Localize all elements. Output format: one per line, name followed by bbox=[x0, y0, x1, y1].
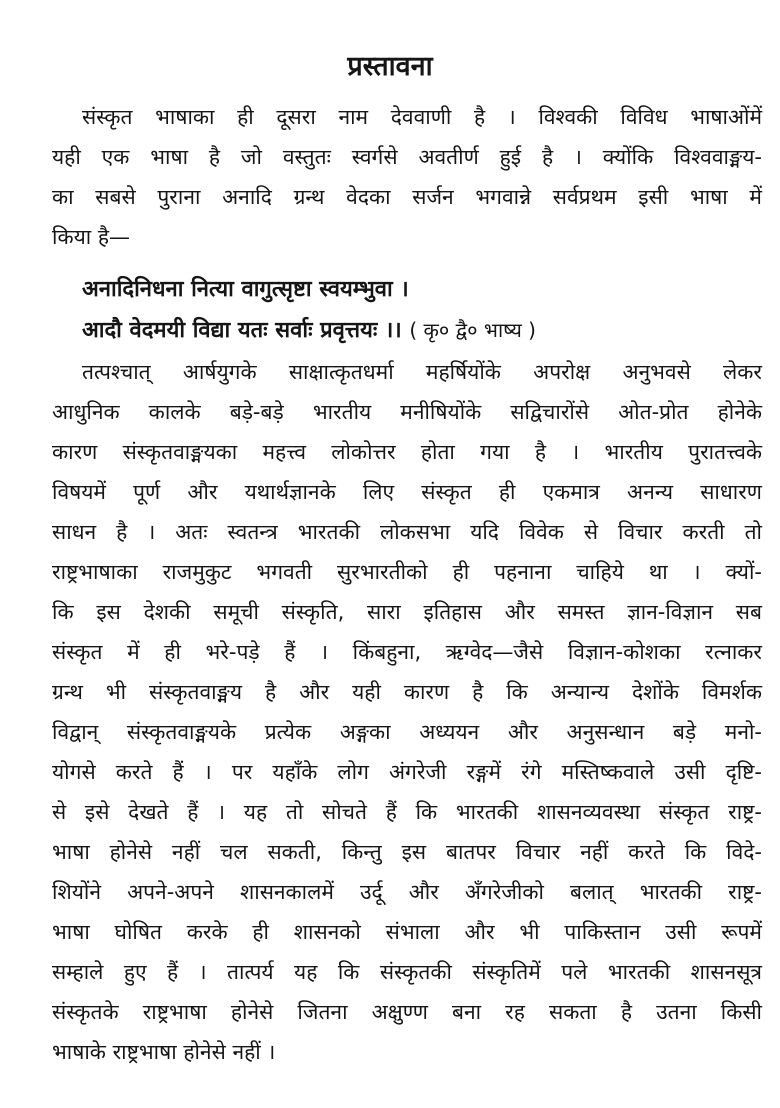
paragraph-2-line: संस्कृत में ही भरे-पड़े हैं । किंबहुना, ऋग्वेद—जैसे विज्ञान-कोशका रत्नाकर bbox=[52, 640, 762, 664]
paragraph-1-line: किया है— bbox=[52, 225, 131, 249]
paragraph-2-line: योगसे करते हैं । पर यहाँके लोग अंगरेजी रङ्गमें रंगे मस्तिष्कवाले उसी दृष्टि- bbox=[52, 760, 762, 784]
verse-line-2 bbox=[82, 315, 536, 346]
paragraph-1-line: का सबसे पुराना अनादि ग्रन्थ वेदका सर्जन भगवान्ने सर्वप्रथम इसी भाषा में bbox=[52, 185, 762, 209]
paragraph-2-line: विद्वान् संस्कृतवाङ्मयके प्रत्येक अङ्गका अध्ययन और अनुसन्धान बड़े मनो- bbox=[52, 720, 762, 744]
paragraph-2-line: भाषाके राष्ट्रभाषा होनेसे नहीं । bbox=[52, 1040, 276, 1064]
paragraph-2-line: कि इस देशकी समूची संस्कृति, सारा इतिहास और समस्त ज्ञान-विज्ञान सब bbox=[52, 600, 762, 624]
paragraph-2-line: भाषा होनेसे नहीं चल सकती, किन्तु इस बातपर विचार नहीं करते कि विदे- bbox=[52, 840, 762, 864]
paragraph-2-line: विषयमें पूर्ण और यथार्थज्ञानके लिए संस्कृत ही एकमात्र अनन्य साधारण bbox=[52, 480, 762, 504]
paragraph-2-line: से इसे देखते हैं । यह तो सोचते हैं कि भारतकी शासनव्यवस्था संस्कृत राष्ट्र- bbox=[52, 800, 762, 824]
paragraph-2-line: शियोंने अपने-अपने शासनकालमें उर्दू और अँगरेजीको बलात् भारतकी राष्ट्र- bbox=[52, 880, 762, 904]
paragraph-2-line: साधन है । अतः स्वतन्त्र भारतकी लोकसभा यदि विवेक से विचार करती तो bbox=[52, 520, 762, 544]
paragraph-1-line: यही एक भाषा है जो वस्तुतः स्वर्गसे अवतीर्ण हुई है । क्योंकि विश्ववाङ्मय- bbox=[52, 145, 762, 169]
paragraph-2-line: राष्ट्रभाषाका राजमुकुट भगवती सुरभारतीको ही पहनाना चाहिये था । क्यों- bbox=[52, 560, 762, 584]
page-title: प्रस्तावना bbox=[347, 51, 433, 82]
paragraph-2-line: ग्रन्थ भी संस्कृतवाङ्मय है और यही कारण है कि अन्यान्य देशोंके विमर्शक bbox=[52, 680, 762, 704]
paragraph-1-line: संस्कृत भाषाका ही दूसरा नाम देववाणी है । विश्वकी विविध भाषाओंमें bbox=[82, 105, 762, 129]
verse-reference: ( कृ० द्वै० भाष्य ) bbox=[409, 318, 536, 342]
paragraph-2-line: तत्पश्चात् आर्षयुगके साक्षात्कृतधर्मा महर्षियोंके अपरोक्ष अनुभवसे लेकर bbox=[82, 360, 762, 384]
verse-line-2-text: आदौ वेदमयी विद्या यतः सर्वाः प्रवृत्तयः ।। bbox=[82, 318, 402, 343]
paragraph-2-line: सम्हाले हुए हैं । तात्पर्य यह कि संस्कृतकी संस्कृतिमें पले भारतकी शासनसूत्र bbox=[52, 960, 762, 984]
paragraph-2-line: संस्कृतके राष्ट्रभाषा होनेसे जितना अक्षुण्ण बना रह सकता है उतना किसी bbox=[52, 1000, 762, 1024]
paragraph-2-line: कारण संस्कृतवाङ्मयका महत्त्व लोकोत्तर होता गया है । भारतीय पुरातत्त्वके bbox=[52, 440, 762, 464]
verse-line-1: अनादिनिधना नित्या वागुत्सृष्टा स्वयम्भुवा । bbox=[82, 277, 409, 302]
paragraph-2-line: भाषा घोषित करके ही शासनको संभाला और भी पाकिस्तान उसी रूपमें bbox=[52, 920, 762, 944]
paragraph-2-line: आधुनिक कालके बड़े-बड़े भारतीय मनीषियोंके सद्विचारोंसे ओत-प्रोत होनेके bbox=[52, 400, 762, 424]
